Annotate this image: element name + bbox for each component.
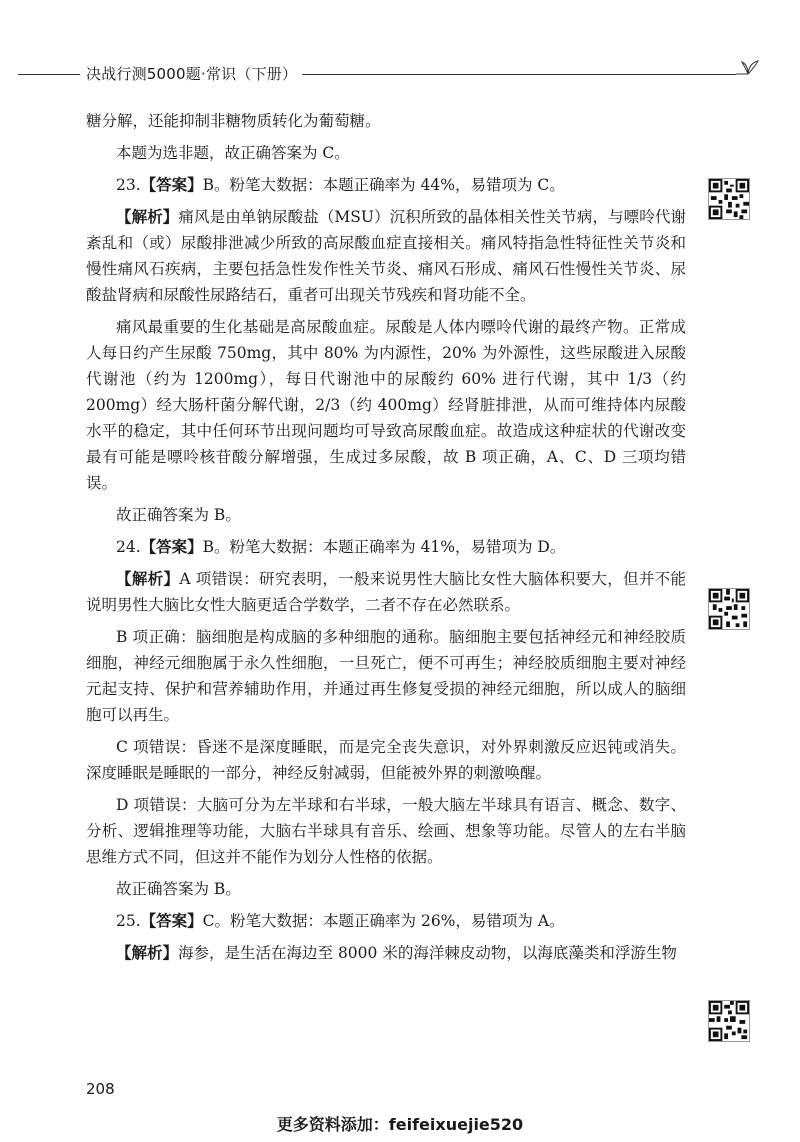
q23-analysis-tag: 【解析】 [116, 208, 179, 226]
q23-number: 23. [116, 176, 141, 194]
q25-answer-text: C。粉笔大数据：本题正确率为 26%，易错项为 A。 [202, 912, 565, 930]
q23-answer-tag: 【答案】 [140, 176, 203, 194]
q23-conclusion: 故正确答案为 B。 [116, 506, 241, 524]
sprout-icon [734, 56, 760, 80]
q25-answer-tag: 【答案】 [140, 912, 203, 930]
q25-number: 25. [116, 912, 141, 930]
q23-analysis [86, 204, 686, 308]
q24-answer [86, 534, 686, 560]
q24-number: 24. [116, 538, 141, 556]
q23-paragraph-2: 痛风最重要的生化基础是高尿酸血症。尿酸是人体内嘌呤代谢的最终产物。正常成人每日约产生尿酸 750mg，其中 80% 为内源性，20% 为外源性，这些尿酸进入尿酸代谢池（约为 1200mg），每日代谢池中的尿酸约 60% 进行代谢，其中 1/3（约 200mg）经大肠杆菌分解代谢，2/3（约 400mg）经肾脏排泄，从而可维持体内尿酸水平的稳定，其中任何环节出现问题均可导致高尿酸血症。故造成这种症状的代谢改变最有可能是嘌呤核苷酸分解增强，生成过多尿酸，故 B 项正确，A、C、D 三项均错误。 [86, 318, 686, 492]
continued-text: 糖分解，还能抑制非糖物质转化为葡萄糖。 [86, 112, 381, 130]
q24-qr-code-icon[interactable] [708, 588, 750, 630]
header-rule-left [18, 74, 80, 75]
q23-answer-text: B。粉笔大数据：本题正确率为 44%，易错项为 C。 [202, 176, 565, 194]
q24-analysis [86, 566, 686, 618]
page-number: 208 [86, 1080, 115, 1098]
q24-conclusion: 故正确答案为 B。 [116, 880, 241, 898]
q23-answer [86, 172, 686, 198]
q24-option-b: B 项正确：脑细胞是构成脑的多种细胞的通称。脑细胞主要包括神经元和神经胶质细胞，神经元细胞属于永久性细胞，一旦死亡，便不可再生；神经胶质细胞主要对神经元起支持、保护和营养辅助作用，并通过再生修复受损的神经元细胞，所以成人的脑细胞可以再生。 [86, 628, 686, 724]
q25-qr-code-icon[interactable] [708, 1000, 750, 1042]
q23-analysis-text: 痛风是由单钠尿酸盐（MSU）沉积所致的晶体相关性关节病，与嘌呤代谢紊乱和（或）尿酸排泄减少所致的高尿酸血症直接相关。痛风特指急性特征性关节炎和慢性痛风石疾病，主要包括急性发作性关节炎、痛风石形成、痛风石性慢性关节炎、尿酸盐肾病和尿酸性尿路结石，重者可出现关节残疾和肾功能不全。 [86, 208, 686, 304]
q23-qr-code-icon[interactable] [708, 178, 750, 220]
page-body [86, 108, 686, 972]
q24-answer-tag: 【答案】 [140, 538, 203, 556]
q24-analysis-tag: 【解析】 [116, 570, 180, 588]
q24-option-c: C 项错误：昏迷不是深度睡眠，而是完全丧失意识，对外界刺激反应迟钝或消失。深度睡眠是睡眠的一部分，神经反射减弱，但能被外界的刺激唤醒。 [86, 738, 686, 782]
q24-answer-text: B。粉笔大数据：本题正确率为 41%，易错项为 D。 [202, 538, 566, 556]
book-title: 决战行测5000题·常识（下册） [86, 65, 298, 83]
running-header [0, 62, 800, 86]
footer-note: 更多资料添加：feifeixuejie520 [276, 1115, 524, 1134]
header-rule-right [302, 74, 736, 75]
q22-conclusion: 本题为选非题，故正确答案为 C。 [116, 144, 350, 162]
q25-analysis-text: 海参，是生活在海边至 8000 米的海洋棘皮动物，以海底藻类和浮游生物 [178, 944, 677, 962]
q25-analysis [86, 940, 686, 966]
q25-analysis-tag: 【解析】 [116, 944, 179, 962]
q25-answer [86, 908, 686, 934]
q24-option-d: D 项错误：大脑可分为左半球和右半球，一般大脑左半球具有语言、概念、数字、分析、逻辑推理等功能，大脑右半球具有音乐、绘画、想象等功能。尽管人的左右半脑思维方式不同，但这并不能作为划分人性格的依据。 [86, 796, 686, 866]
q24-analysis-text: A 项错误：研究表明，一般来说男性大脑比女性大脑体积要大，但并不能说明男性大脑比女性大脑更适合学数学，二者不存在必然联系。 [86, 570, 686, 614]
